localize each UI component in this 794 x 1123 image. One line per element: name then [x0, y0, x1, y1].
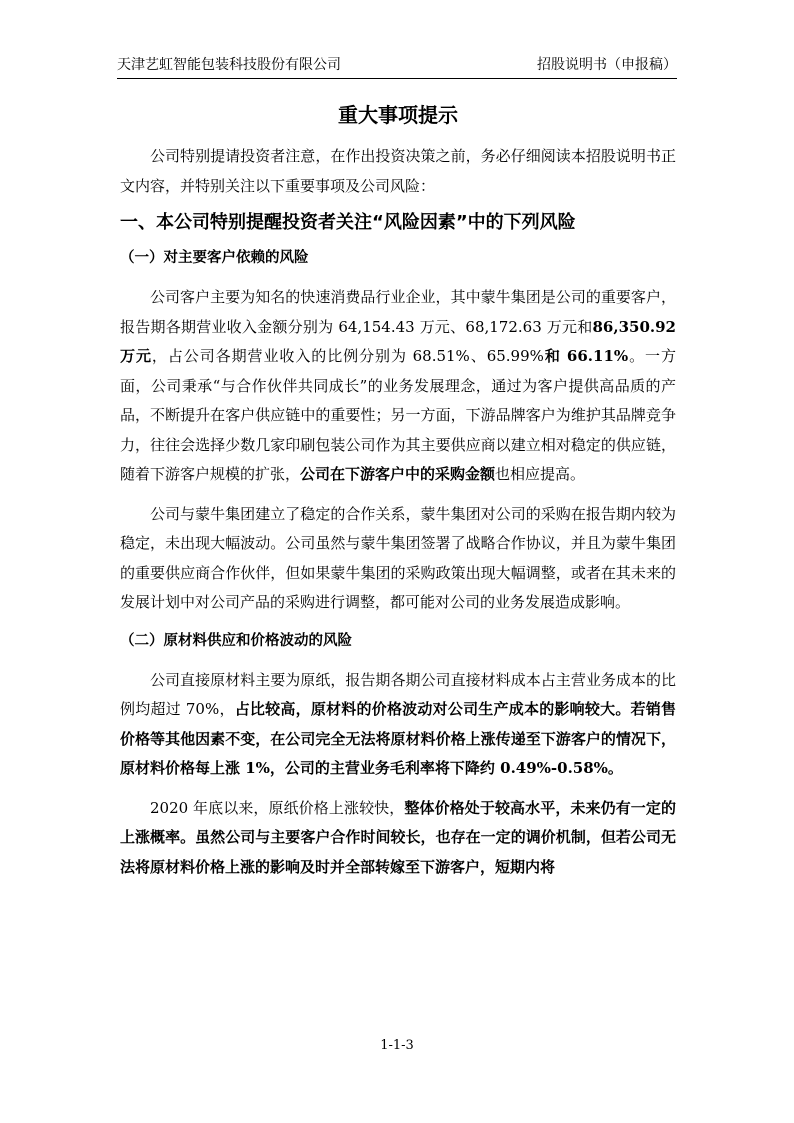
subsection-heading-customer-dependency: （一）对主要客户依赖的风险: [120, 250, 309, 266]
page-number: 1-1-3: [380, 1038, 414, 1053]
header-company-name: 天津艺虹智能包装科技股份有限公司: [117, 57, 341, 73]
page-title: 重大事项提示: [338, 103, 458, 127]
page-content: [120, 100, 676, 882]
bold-text-run: 整体价格处于较高水平，未来仍有一定的上涨概率。虽然公司与主要客户合作时间较长，也存在一定的调价机制，但若公司无法将原材料价格上涨的影响及时并全部转嫁至下游客户，短期内将: [120, 798, 676, 876]
page-header: [117, 54, 677, 79]
intro-paragraph: 公司特别提请投资者注意，在作出投资决策之前，务必仔细阅读本招股说明书正文内容，并特别关注以下重要事项及公司风险：: [120, 147, 676, 195]
text-run: 公司直接原材料主要为原纸，报告期各期公司直接材料成本占主营业务成本的比例均超过 70%，: [120, 670, 676, 718]
bold-text-run: 86,350.92 万元: [120, 317, 676, 365]
customer-risk-paragraph-1: [120, 283, 676, 490]
bold-text-run: 占比较高，原材料的价格波动对公司生产成本的影响较大。若销售价格等其他因素不变，在公司完全无法将原材料价格上涨传递至下游客户的情况下，原材料价格每上涨 1%，公司的主营业务毛利率将下降约 0.49%-0.58%。: [120, 700, 676, 777]
header-document-type: 招股说明书（申报稿）: [537, 57, 677, 73]
customer-risk-paragraph-2: 公司与蒙牛集团建立了稳定的合作关系，蒙牛集团对公司的采购在报告期内较为稳定，未出现大幅波动。公司虽然与蒙牛集团签署了战略合作协议，并且为蒙牛集团的重要供应商合作伙伴，但如果蒙牛集团的采购政策出现大幅调整，或者在其未来的发展计划中对公司产品的采购进行调整，都可能对公司的业务发展造成影响。: [120, 504, 676, 611]
text-run: 2020 年底以来，原纸价格上涨较快，: [150, 798, 405, 817]
bold-text-run: 公司在下游客户中的采购金额: [300, 465, 496, 483]
text-run: ，占公司各期营业收入的比例分别为 68.51%、65.99%: [151, 347, 544, 365]
section-heading-1: 一、本公司特别提醒投资者关注“风险因素”中的下列风险: [120, 212, 576, 233]
text-run: 公司客户主要为知名的快速消费品行业企业，其中蒙牛集团是公司的重要客户，报告期各期营业收入金额分别为 64,154.43 万元、68,172.63 万元和: [120, 288, 676, 336]
raw-material-paragraph-2: [120, 794, 676, 883]
text-run: 。一方面，公司秉承“与合作伙伴共同成长”的业务发展理念，通过为客户提供高品质的产品，不断提升在客户供应链中的重要性；另一方面，下游品牌客户为维护其品牌竞争力，往往会选择少数几家印刷包装公司作为其主要供应商以建立相对稳定的供应链，随着下游客户规模的扩张，: [120, 347, 676, 483]
raw-material-paragraph-1: [120, 666, 676, 784]
text-run: 也相应提高。: [495, 465, 586, 483]
subsection-heading-raw-material: （二）原材料供应和价格波动的风险: [120, 632, 352, 649]
bold-text-run: 和 66.11%: [543, 347, 629, 365]
